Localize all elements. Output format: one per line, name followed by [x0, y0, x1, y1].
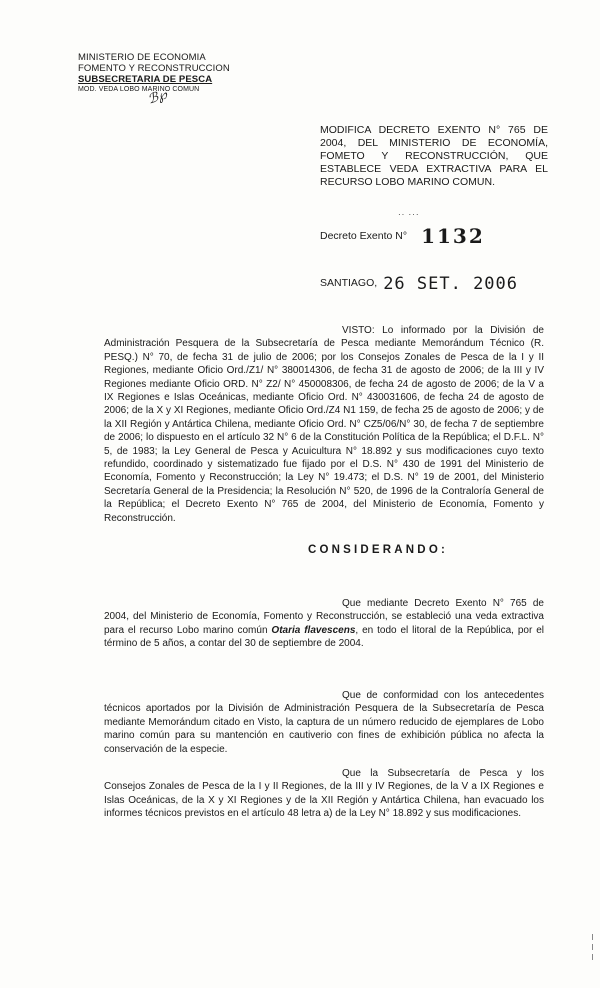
date-city: SANTIAGO, [320, 277, 378, 289]
decree-number-line [320, 224, 485, 248]
decree-number: 1132 [421, 224, 485, 248]
decree-label: Decreto Exento N° [320, 230, 408, 242]
visto-paragraph: VISTO: Lo informado por la División de Administración Pesquera de la Subsecretaría de Pesca mediante Memorándum Técnico (R. PESQ.) N° 70, de fecha 31 de julio de 2006; por los Consejos Zonales de Pesca de la I y II Regiones, mediante Oficio Ord./Z1/ N° 380014306, de fecha 31 de agosto de 2006; de la III y IV Regiones mediante Oficio ORD. N° Z2/ N° 450008306, de fecha 24 de agosto de 2006; de la V a IX Regiones e Islas Oceánicas, mediante Oficio Ord. N° 430031606, de fecha 24 de agosto de 2006; de la X y XI Regiones, mediante Oficio Ord./Z4 N1 159, de fecha 25 de agosto de 2006; y de la XII Región y Antártica Chilena, mediante Oficio Ord. N° CZ5/06/N° 30, de fecha 7 de septiembre de 2006; lo dispuesto en el artículo 32 N° 6 de la Constitución Política de la República; el D.F.L. N° 5, de 1983; la Ley General de Pesca y Acuicultura N° 18.892 y sus modificaciones cuyo texto refundido, coordinado y sistematizado fue fijado por el D.S. N° 430 de 1991 del Ministerio de Economía, Fomento y Reconstrucción; la Ley N° 19.473; el D.S. N° 19 de 2001, del Ministerio Secretaría General de la Presidencia; la Resolución N° 520, de 1996 de la Contraloría General de la República; el Decreto Exento N° 765 de 2004, del Ministerio de Economía, Fomento y Reconstrucción. [104, 325, 544, 524]
ministry-subtitle: FOMENTO Y RECONSTRUCCION [78, 63, 230, 74]
margin-marks [590, 930, 594, 980]
considerando-paragraph-3: Que la Subsecretaría de Pesca y los Consejos Zonales de Pesca de la I y II Regiones, de la III y IV Regiones, de la V a IX Regiones e Islas Oceánicas, de la X y XI Regiones y de la XII Región y Antártica Chilena, han evacuado los informes técnicos previstos en el artículo 48 letra a) de la Ley N° 18.892 y sus modificaciones. [104, 768, 544, 820]
considerando-paragraph-2: Que de conformidad con los antecedentes técnicos aportados por la División de Administración Pesquera de la Subsecretaría de Pesca mediante Memorándum citado en Visto, la captura de un número reducido de ejemplares de Lobo marino común para su mantención en cautiverio con fines de exhibición pública no afecta la conservación de la especie. [104, 690, 544, 755]
species-name: Otaria flavescens [271, 624, 356, 636]
ministry-name: MINISTERIO DE ECONOMIA [78, 52, 206, 63]
decree-number-marks: ·· ··· [398, 210, 420, 219]
undersecretariat-name: SUBSECRETARIA DE PESCA [78, 74, 213, 85]
letterhead [78, 52, 258, 94]
considerando-heading: CONSIDERANDO: [308, 544, 448, 556]
handwritten-initials: ℬ℘ [146, 87, 170, 108]
decree-subject: MODIFICA DECRETO EXENTO N° 765 DE 2004, DEL MINISTERIO DE ECONOMÍA, FOMETO Y RECONSTRUCCIÓN, QUE ESTABLECE VEDA EXTRACTIVA PARA EL RECURSO LOBO MARINO COMUN. [320, 124, 548, 188]
date-stamp: 26 SET. 2006 [383, 274, 519, 294]
reference-code: MOD. VEDA LOBO MARINO COMUN [78, 86, 200, 93]
date-line [320, 274, 518, 294]
considerando-1-text: Que mediante Decreto Exento N° 765 de 2004, del Ministerio de Economía, Fomento y Reconstrucción, se estableció una veda extractiva para el recurso Lobo marino común [104, 598, 544, 636]
considerando-paragraph-1 [104, 597, 544, 651]
considerando-1-text-end: , en todo el litoral de la República, por el término de 5 años, a contar del 30 de septiembre de 2004. [104, 624, 545, 650]
